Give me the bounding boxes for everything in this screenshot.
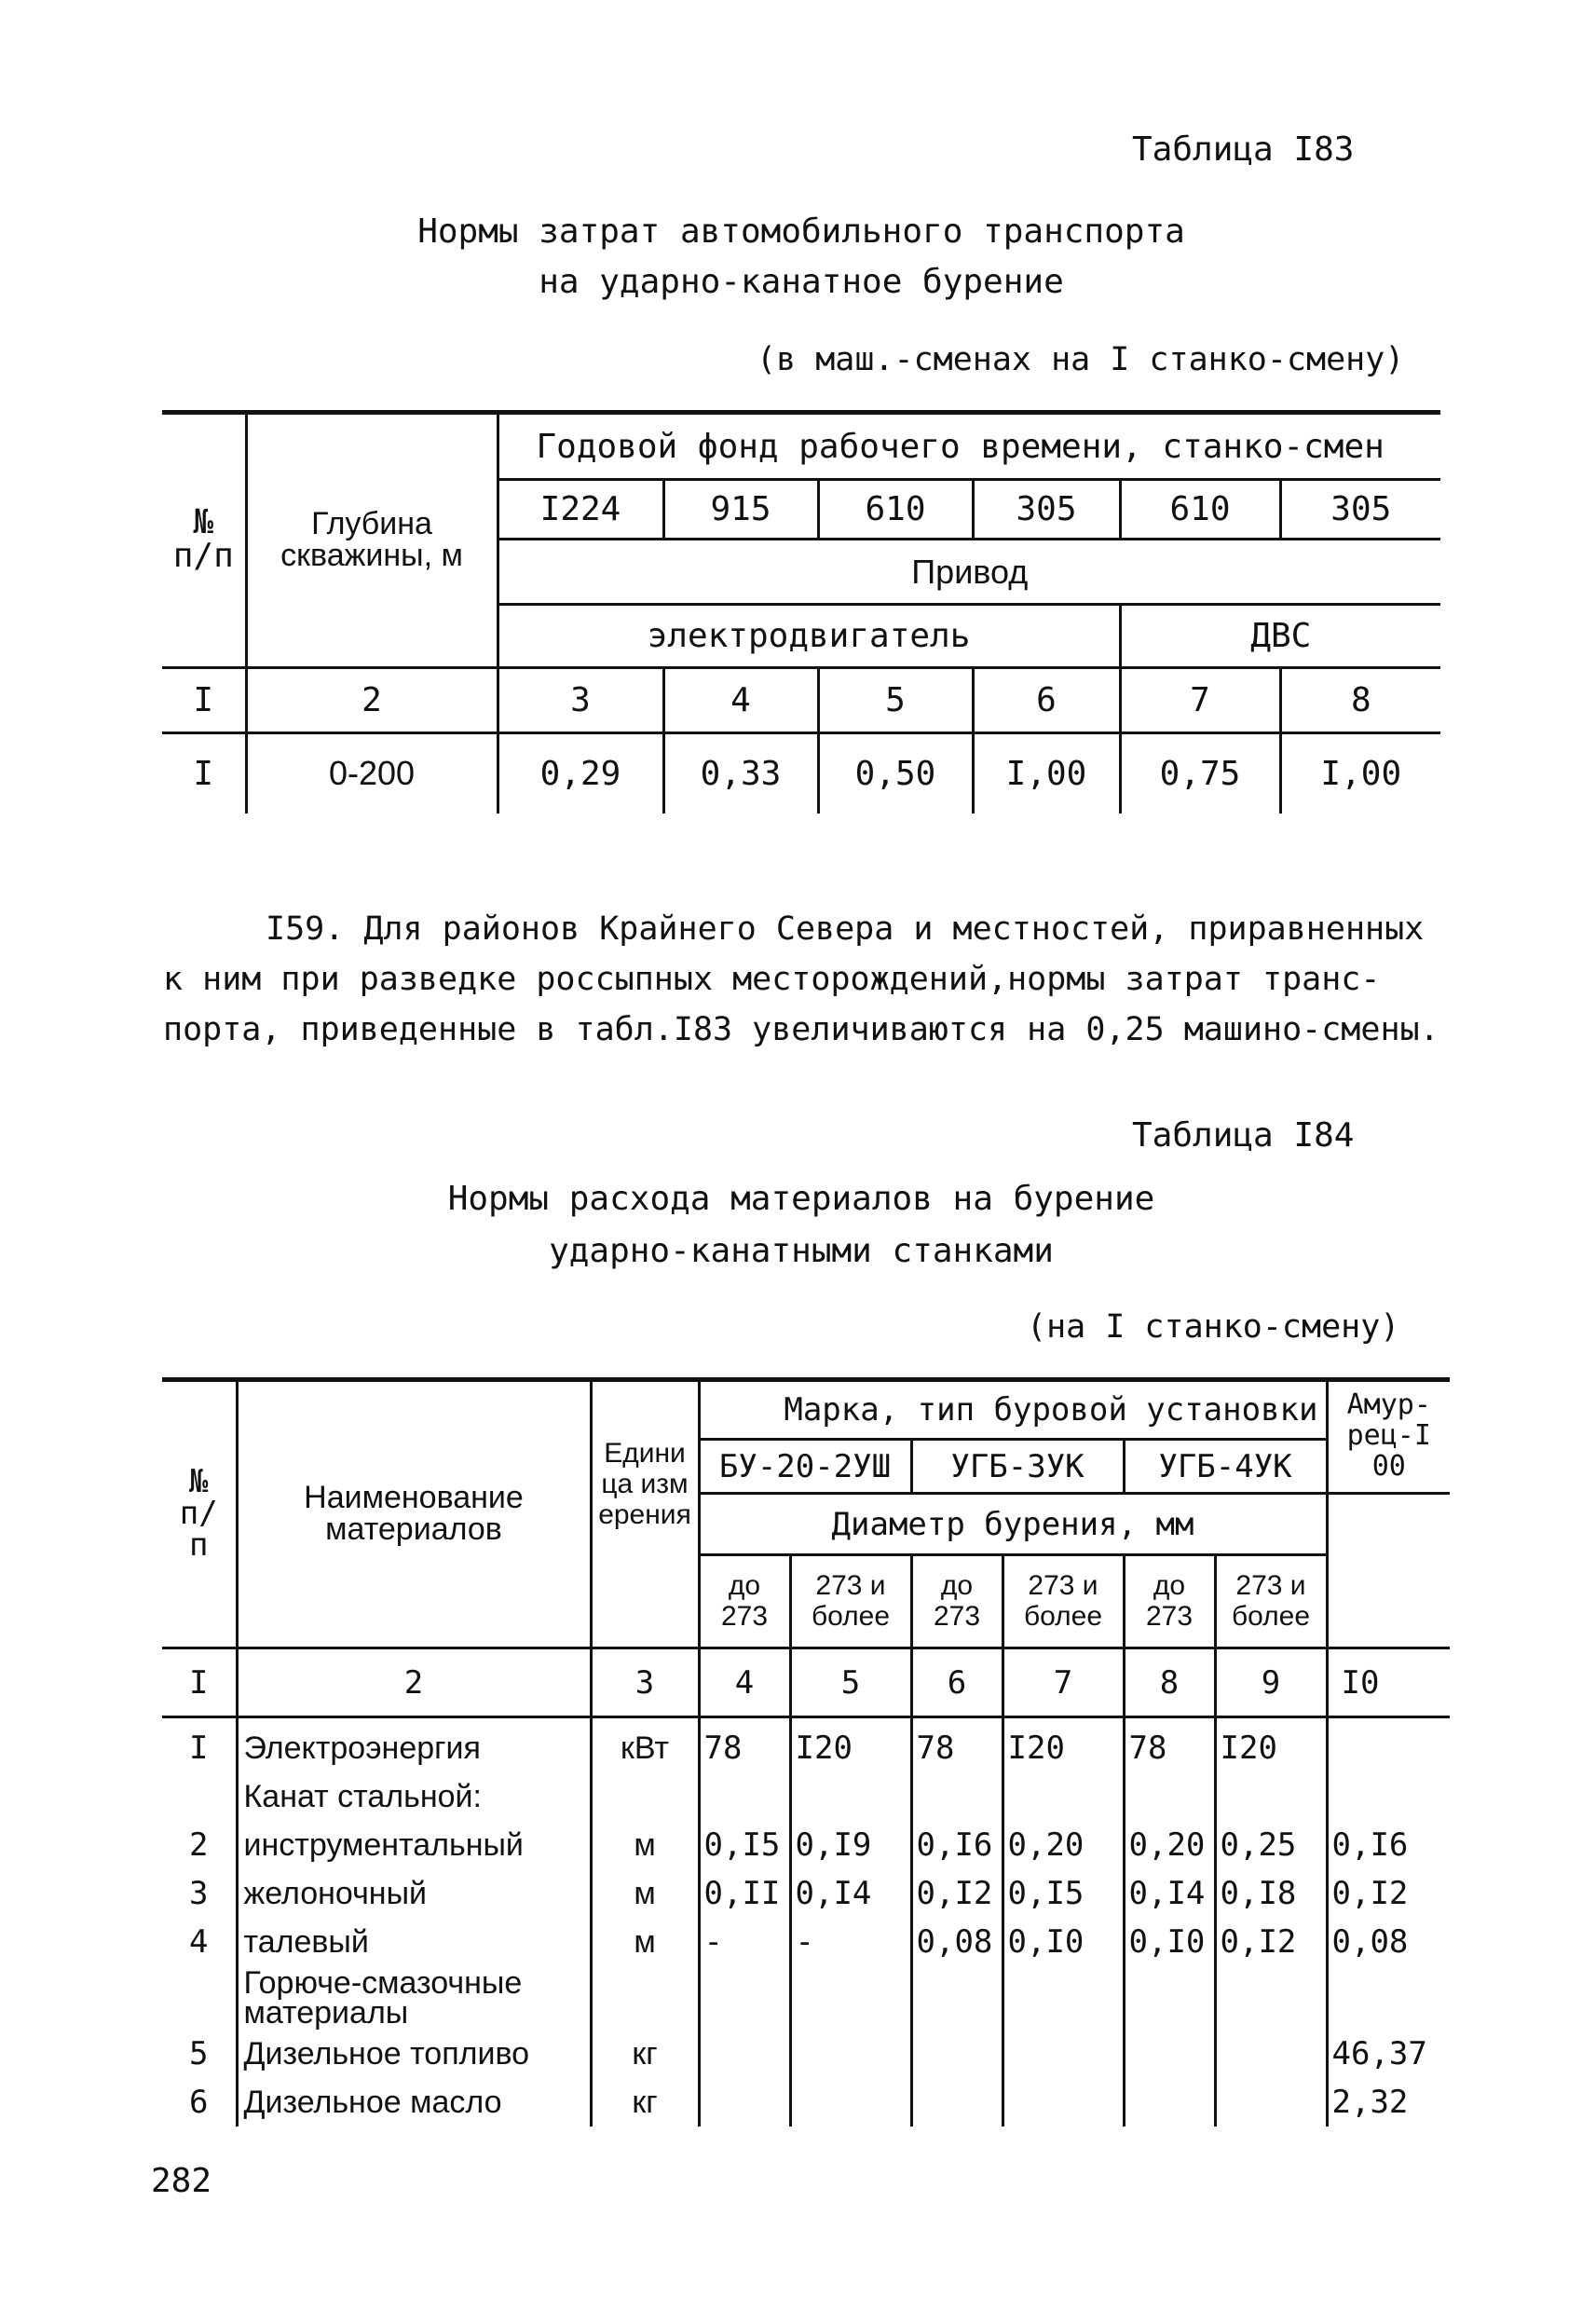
table-183-label: Таблица I83 (1132, 130, 1355, 169)
t183-header-dvs: ДВС (1120, 605, 1440, 668)
t184-cell: Дизельное масло (237, 2078, 591, 2126)
t184-cell (790, 1966, 911, 2030)
t183-colnum: 4 (663, 668, 818, 733)
t183-fund-value: 610 (818, 480, 973, 540)
table-184 (162, 1377, 1450, 1736)
t184-cell (699, 2078, 790, 2126)
t184-cell (911, 2078, 1003, 2126)
t184-colnum: I (162, 1648, 237, 1717)
t184-cell: Электроэнергия (237, 1724, 591, 1772)
t184-cell (1124, 1772, 1215, 1821)
t183-header-depth: Глубина скважины, м (246, 413, 498, 668)
t184-cell: 0,I5 (699, 1821, 790, 1869)
t184-cell (911, 1966, 1003, 2030)
t184-cell: 78 (1124, 1724, 1215, 1772)
t184-cell: - (790, 1918, 911, 1966)
t184-sub: до 273 (1124, 1555, 1215, 1648)
t183-colnum: 5 (818, 668, 973, 733)
t184-row (162, 2078, 1450, 2126)
t184-cell: 4 (162, 1918, 237, 1966)
t184-cell: 78 (911, 1724, 1003, 1772)
t184-cell: Канат стальной: (237, 1772, 591, 1821)
t184-cell: Дизельное топливо (237, 2030, 591, 2078)
t184-cell (1003, 2030, 1124, 2078)
t184-rig: БУ-20-2УШ (699, 1440, 911, 1494)
t184-cell (1215, 2078, 1327, 2126)
t184-cell: м (591, 1918, 699, 1966)
t184-cell: 6 (162, 2078, 237, 2126)
t184-sub: до 273 (699, 1555, 790, 1648)
t184-cell (1327, 1724, 1450, 1772)
t184-cell: - (699, 1918, 790, 1966)
t183-cell: I,00 (973, 733, 1120, 814)
t184-colnum: 4 (699, 1648, 790, 1717)
t184-cell: I20 (1003, 1724, 1124, 1772)
t184-colnum: 5 (790, 1648, 911, 1717)
t183-header-fund: Годовой фонд рабочего времени, станко-смен (498, 413, 1440, 480)
t183-cell: 0-200 (246, 733, 498, 814)
t184-cell: I (162, 1724, 237, 1772)
t184-cell: 78 (699, 1724, 790, 1772)
table-183-title-line2: на ударно-канатное бурение (539, 263, 1064, 301)
t184-cell: 5 (162, 2030, 237, 2078)
t184-cell (699, 1966, 790, 2030)
t184-cell: 0,I5 (1003, 1869, 1124, 1918)
t184-header-unit: Единица измерения (591, 1380, 699, 1648)
t184-cell: желоночный (237, 1869, 591, 1918)
t184-cell: кВт (591, 1724, 699, 1772)
t184-sub: 273 и более (1215, 1555, 1327, 1648)
t183-colnum: 7 (1120, 668, 1280, 733)
t183-header-drive: Привод (498, 540, 1440, 605)
t184-cell: кг (591, 2030, 699, 2078)
t184-cell: 0,I9 (790, 1821, 911, 1869)
paragraph-line2: к ним при разведке россыпных месторождений,нормы затрат транс- (163, 961, 1381, 998)
t184-cell: I20 (790, 1724, 911, 1772)
t184-cell: 0,I6 (1327, 1821, 1450, 1869)
t184-cell: Горюче-смазочные материалы (237, 1966, 591, 2030)
t184-sub: 273 и более (1003, 1555, 1124, 1648)
t184-colnum: 8 (1124, 1648, 1215, 1717)
t183-cell: I (162, 733, 246, 814)
t183-colnum: I (162, 668, 246, 733)
t184-header-brand: Марка, тип буровой установки (699, 1380, 1327, 1440)
t184-cell (1124, 2030, 1215, 2078)
t183-fund-value: 305 (973, 480, 1120, 540)
paragraph-line1: I59. Для районов Крайнего Севера и местностей, приравненных (266, 910, 1425, 948)
t184-cell: 0,I2 (1215, 1918, 1327, 1966)
t183-cell: 0,75 (1120, 733, 1280, 814)
page-number: 282 (151, 2162, 212, 2200)
t183-cell: I,00 (1280, 733, 1440, 814)
t184-cell (1124, 1966, 1215, 2030)
t184-cell: 0,08 (1327, 1918, 1450, 1966)
t184-rig: УГБ-4УК (1124, 1440, 1327, 1494)
t184-cell (1003, 2078, 1124, 2126)
t184-row (162, 1821, 1450, 1869)
t184-cell: инструментальный (237, 1821, 591, 1869)
table-183-title-line1: Нормы затрат автомобильного транспорта (417, 212, 1185, 251)
t184-cell (162, 1966, 237, 2030)
t184-colnum: 9 (1215, 1648, 1327, 1717)
table-184-title-line2: ударно-канатными станками (549, 1232, 1054, 1270)
t184-colnum: 6 (911, 1648, 1003, 1717)
t184-header-amur: Амур-рец-I00 (1327, 1380, 1450, 1494)
t184-cell: 0,I0 (1124, 1918, 1215, 1966)
t184-colnum: 3 (591, 1648, 699, 1717)
t184-cell (591, 1772, 699, 1821)
t184-cell (1215, 2030, 1327, 2078)
table-184-unit-note: (на I станко-смену) (1027, 1308, 1400, 1346)
t184-cell (790, 1772, 911, 1821)
t184-cell: 0,II (699, 1869, 790, 1918)
t184-row (162, 1966, 1450, 2030)
t184-colnum: 7 (1003, 1648, 1124, 1717)
t184-cell: 0,I0 (1003, 1918, 1124, 1966)
t184-cell: 2,32 (1327, 2078, 1450, 2126)
t184-rig: УГБ-ЗУК (911, 1440, 1124, 1494)
t184-cell (162, 1772, 237, 1821)
t184-cell (790, 2030, 911, 2078)
t184-cell: 0,I8 (1215, 1869, 1327, 1918)
t183-colnum: 8 (1280, 668, 1440, 733)
t184-row (162, 2030, 1450, 2078)
t184-cell: 0,20 (1124, 1821, 1215, 1869)
t184-row (162, 1724, 1450, 1772)
t184-cell (911, 1772, 1003, 1821)
t183-header-no: № п/п (162, 413, 246, 668)
t184-cell (1124, 2078, 1215, 2126)
t183-colnum: 3 (498, 668, 663, 733)
t184-row (162, 1869, 1450, 1918)
t184-cell: кг (591, 2078, 699, 2126)
t184-cell: 0,08 (911, 1918, 1003, 1966)
paragraph-line3: порта, приведенные в табл.I83 увеличиваются на 0,25 машино-смены. (163, 1011, 1439, 1048)
t184-cell (911, 2030, 1003, 2078)
t184-cell: 0,I4 (790, 1869, 911, 1918)
t184-cell: 0,I2 (911, 1869, 1003, 1918)
t184-cell: 3 (162, 1869, 237, 1918)
t184-cell (790, 2078, 911, 2126)
t184-cell: м (591, 1869, 699, 1918)
t184-cell: м (591, 1821, 699, 1869)
t183-cell: 0,33 (663, 733, 818, 814)
t183-header-electric: электродвигатель (498, 605, 1120, 668)
t183-colnum: 6 (973, 668, 1120, 733)
t184-header-amur-empty (1327, 1494, 1450, 1648)
t184-cell: талевый (237, 1918, 591, 1966)
t184-cell (1003, 1966, 1124, 2030)
t184-header-diameter: Диаметр бурения, мм (699, 1494, 1327, 1555)
t183-colnum: 2 (246, 668, 498, 733)
t184-cell (591, 1966, 699, 2030)
t184-cell: 0,25 (1215, 1821, 1327, 1869)
table-184-title-line1: Нормы расхода материалов на бурение (447, 1180, 1155, 1218)
t183-fund-value: 915 (663, 480, 818, 540)
t184-header-name: Наименование материалов (237, 1380, 591, 1648)
table-184-body (162, 1724, 1450, 2126)
t183-fund-value: 610 (1120, 480, 1280, 540)
t183-fund-value: 305 (1280, 480, 1440, 540)
t184-cell: 46,37 (1327, 2030, 1450, 2078)
t184-cell: 0,I6 (911, 1821, 1003, 1869)
t184-sub: 273 и более (790, 1555, 911, 1648)
t183-cell: 0,29 (498, 733, 663, 814)
t184-cell (1003, 1772, 1124, 1821)
t184-cell: 2 (162, 1821, 237, 1869)
t184-cell (1327, 1772, 1450, 1821)
t183-fund-value: I224 (498, 480, 663, 540)
t183-cell: 0,50 (818, 733, 973, 814)
table-184-label: Таблица I84 (1132, 1116, 1355, 1155)
t184-cell: I20 (1215, 1724, 1327, 1772)
t184-sub: до 273 (911, 1555, 1003, 1648)
t184-cell (1327, 1966, 1450, 2030)
t184-row (162, 1772, 1450, 1821)
t184-cell: 0,20 (1003, 1821, 1124, 1869)
t184-cell (699, 1772, 790, 1821)
t184-row (162, 1918, 1450, 1966)
t184-cell (1215, 1966, 1327, 2030)
t184-header-no: № п/п (162, 1380, 237, 1648)
t184-colnum: I0 (1327, 1648, 1450, 1717)
table-183 (162, 410, 1440, 814)
t184-cell (1215, 1772, 1327, 1821)
table-183-unit-note: (в маш.-сменах на I станко-смену) (757, 341, 1405, 378)
t184-cell (699, 2030, 790, 2078)
t184-colnum: 2 (237, 1648, 591, 1717)
t184-cell: 0,I4 (1124, 1869, 1215, 1918)
t184-cell: 0,I2 (1327, 1869, 1450, 1918)
